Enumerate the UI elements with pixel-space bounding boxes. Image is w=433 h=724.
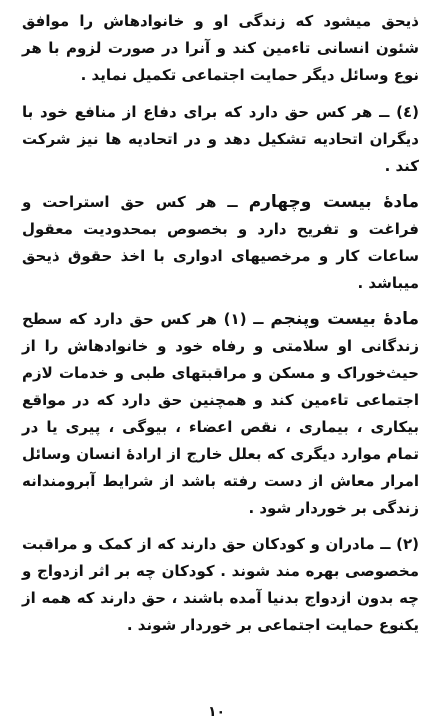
paragraph-text: ذیحق میشود که زندگی او و خانوادهاش را موافق شئون انسانی تاءمین کند و آنرا در صورت لزوم با هر نوع وسائل دیگر حمایت اجتماعی تکمیل نماید . <box>22 12 419 84</box>
article-heading: مادهٔ بیست وپنجم <box>270 309 419 329</box>
text-body <box>22 8 419 648</box>
paragraph-text: (٢) ــ مادران و کودکان حق دارند که از کمک و مراقبت مخصوصی بهره مند شوند . کودکان چه بر اثر ازدواج و چه بدون ازدواج بدنیا آمده باشند ، حق دارند که همه از یکنوع حمایت اجتماعی بر خوردار شوند . <box>22 535 419 634</box>
paragraph-text: ــ هر کس حق استراحت و فراغت و تفریح دارد و بخصوص بمحدودیت معقول ساعات کار و مرخصیهای ادواری با اخذ حقوق ذیحق میباشد . <box>22 193 419 292</box>
paragraph-intro <box>22 8 419 89</box>
paragraph-clause-4 <box>22 99 419 180</box>
article-25-clause-2 <box>22 531 419 639</box>
article-25-clause-1 <box>22 306 419 522</box>
paragraph-text: (٤) ــ هر کس حق دارد که برای دفاع از منافع خود با دیگران اتحادیه تشکیل دهد و در اتحادیه ها نیز شرکت کند . <box>22 103 419 175</box>
article-24 <box>22 189 419 297</box>
paragraph-text: ــ (١) هر کس حق دارد که سطح زندگانی او سلامتی و رفاه خود و خانوادهاش را از حیث‌خوراک و مسکن و مراقبتهای طبی و خدمات لازم اجتماعی تاءمین کند و همچنین حق دارد که در مواقع بیکاری ، بیماری ، نقص اعضاء ، بیوگی ، پیری یا در تمام موارد دیگری که بعلل خارج از ارادهٔ انسان وسائل امرار معاش از دست رفته باشد از شرایط آبرومندانه زندگی بر خوردار شود . <box>22 310 419 517</box>
page-number: ۱۰ <box>207 704 226 720</box>
article-heading: مادهٔ بیست وچهارم <box>248 192 420 212</box>
